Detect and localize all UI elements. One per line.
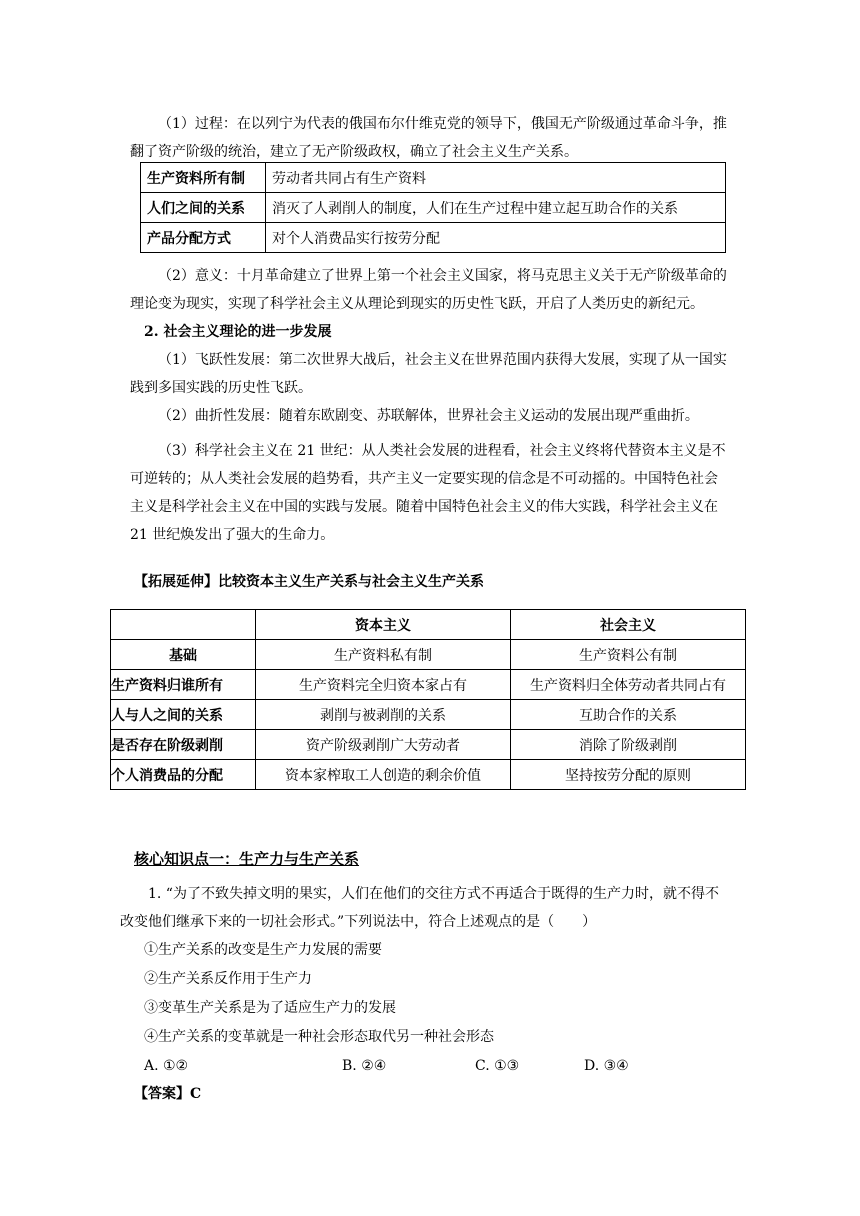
- table-key-cell: 人与人之间的关系: [111, 700, 256, 730]
- table-value-cell: 消灭了人剥削人的制度，人们在生产过程中建立起互助合作的关系: [266, 193, 726, 223]
- core-knowledge-heading: 核心知识点一：生产力与生产关系: [134, 850, 360, 868]
- table-cell: 生产资料归全体劳动者共同占有: [511, 670, 746, 700]
- table-row: [111, 760, 746, 790]
- table-row: [111, 730, 746, 760]
- paragraph-significance: （2）意义：十月革命建立了世界上第一个社会主义国家，将马克思主义关于无产阶级革命的理论变为现实，实现了科学社会主义从理论到现实的历史性飞跃，开启了人类历史的新纪元。: [130, 268, 727, 312]
- table-cell: 生产资料私有制: [256, 640, 511, 670]
- table-key-cell: 人们之间的关系: [141, 193, 266, 223]
- table-key-cell: 基础: [111, 640, 256, 670]
- extension-title: 【拓展延伸】比较资本主义生产关系与社会主义生产关系: [134, 574, 484, 590]
- statement-1: ①生产关系的改变是生产力发展的需要: [144, 942, 382, 958]
- paragraph-process: （1）过程：在以列宁为代表的俄国布尔什维克党的领导下，俄国无产阶级通过革命斗争，推翻了资产阶级的统治，建立了无产阶级政权，确立了社会主义生产关系。: [130, 116, 727, 160]
- table-cell: 坚持按劳分配的原则: [511, 760, 746, 790]
- table-value-cell: 对个人消费品实行按劳分配: [266, 223, 726, 253]
- table-cell: 消除了阶级剥削: [511, 730, 746, 760]
- statement-4: ④生产关系的变革就是一种社会形态取代另一种社会形态: [144, 1029, 494, 1045]
- option-d[interactable]: D. ③④: [584, 1058, 629, 1074]
- table-key-cell: 生产资料所有制: [141, 163, 266, 193]
- table-row: [141, 223, 726, 253]
- paragraph-21st-century: （3）科学社会主义在 21 世纪：从人类社会发展的进程看，社会主义终将代替资本主义是不可逆转的；从人类社会发展的趋势看，共产主义一定要实现的信念是不可动摇的。中国特色社会主义是科学社会主义在中国的实践与发展。随着中国特色社会主义的伟大实践，科学社会主义在 21 世纪焕发出了强大的生命力。: [130, 443, 726, 543]
- table-cell: 互助合作的关系: [511, 700, 746, 730]
- table-cell: 生产资料完全归资本家占有: [256, 670, 511, 700]
- table-cell: 生产资料公有制: [511, 640, 746, 670]
- socialist-relations-table: [140, 162, 726, 253]
- table-row: [111, 700, 746, 730]
- option-b[interactable]: B. ②④: [342, 1058, 387, 1074]
- statement-2: ②生产关系反作用于生产力: [144, 971, 312, 987]
- option-c[interactable]: C. ①③: [475, 1058, 520, 1074]
- table-cell: 剥削与被剥削的关系: [256, 700, 511, 730]
- statement-3: ③变革生产关系是为了适应生产力的发展: [144, 1000, 396, 1016]
- table-header-cell: [111, 610, 256, 640]
- table-row: [141, 193, 726, 223]
- table-header-cell: 社会主义: [511, 610, 746, 640]
- table-row: [111, 670, 746, 700]
- paragraph-leap-development: （1）飞跃性发展：第二次世界大战后，社会主义在世界范围内获得大发展，实现了从一国实践到多国实践的历史性飞跃。: [130, 352, 727, 396]
- table-key-cell: 产品分配方式: [141, 223, 266, 253]
- answer-label: 【答案】C: [134, 1086, 202, 1102]
- table-cell: 资本家榨取工人创造的剩余价值: [256, 760, 511, 790]
- table-header-row: [111, 610, 746, 640]
- answer-options: [144, 1052, 744, 1080]
- table-value-cell: 劳动者共同占有生产资料: [266, 163, 726, 193]
- table-key-cell: 个人消费品的分配: [111, 760, 256, 790]
- table-key-cell: 是否存在阶级剥削: [111, 730, 256, 760]
- table-header-cell: 资本主义: [256, 610, 511, 640]
- table-key-cell: 生产资料归谁所有: [111, 670, 256, 700]
- option-a[interactable]: A. ①②: [144, 1058, 189, 1074]
- comparison-table: [110, 609, 746, 790]
- question-stem: 1. “为了不致失掉文明的果实，人们在他们的交往方式不再适合于既得的生产力时，就不得不改变他们继承下来的一切社会形式。”下列说法中，符合上述观点的是（ ）: [120, 886, 719, 930]
- table-row: [111, 640, 746, 670]
- section-title: 2. 社会主义理论的进一步发展: [144, 324, 332, 340]
- table-row: [141, 163, 726, 193]
- paragraph-tortuous-development: （2）曲折性发展：随着东欧剧变、苏联解体，世界社会主义运动的发展出现严重曲折。: [158, 408, 699, 424]
- table-cell: 资产阶级剥削广大劳动者: [256, 730, 511, 760]
